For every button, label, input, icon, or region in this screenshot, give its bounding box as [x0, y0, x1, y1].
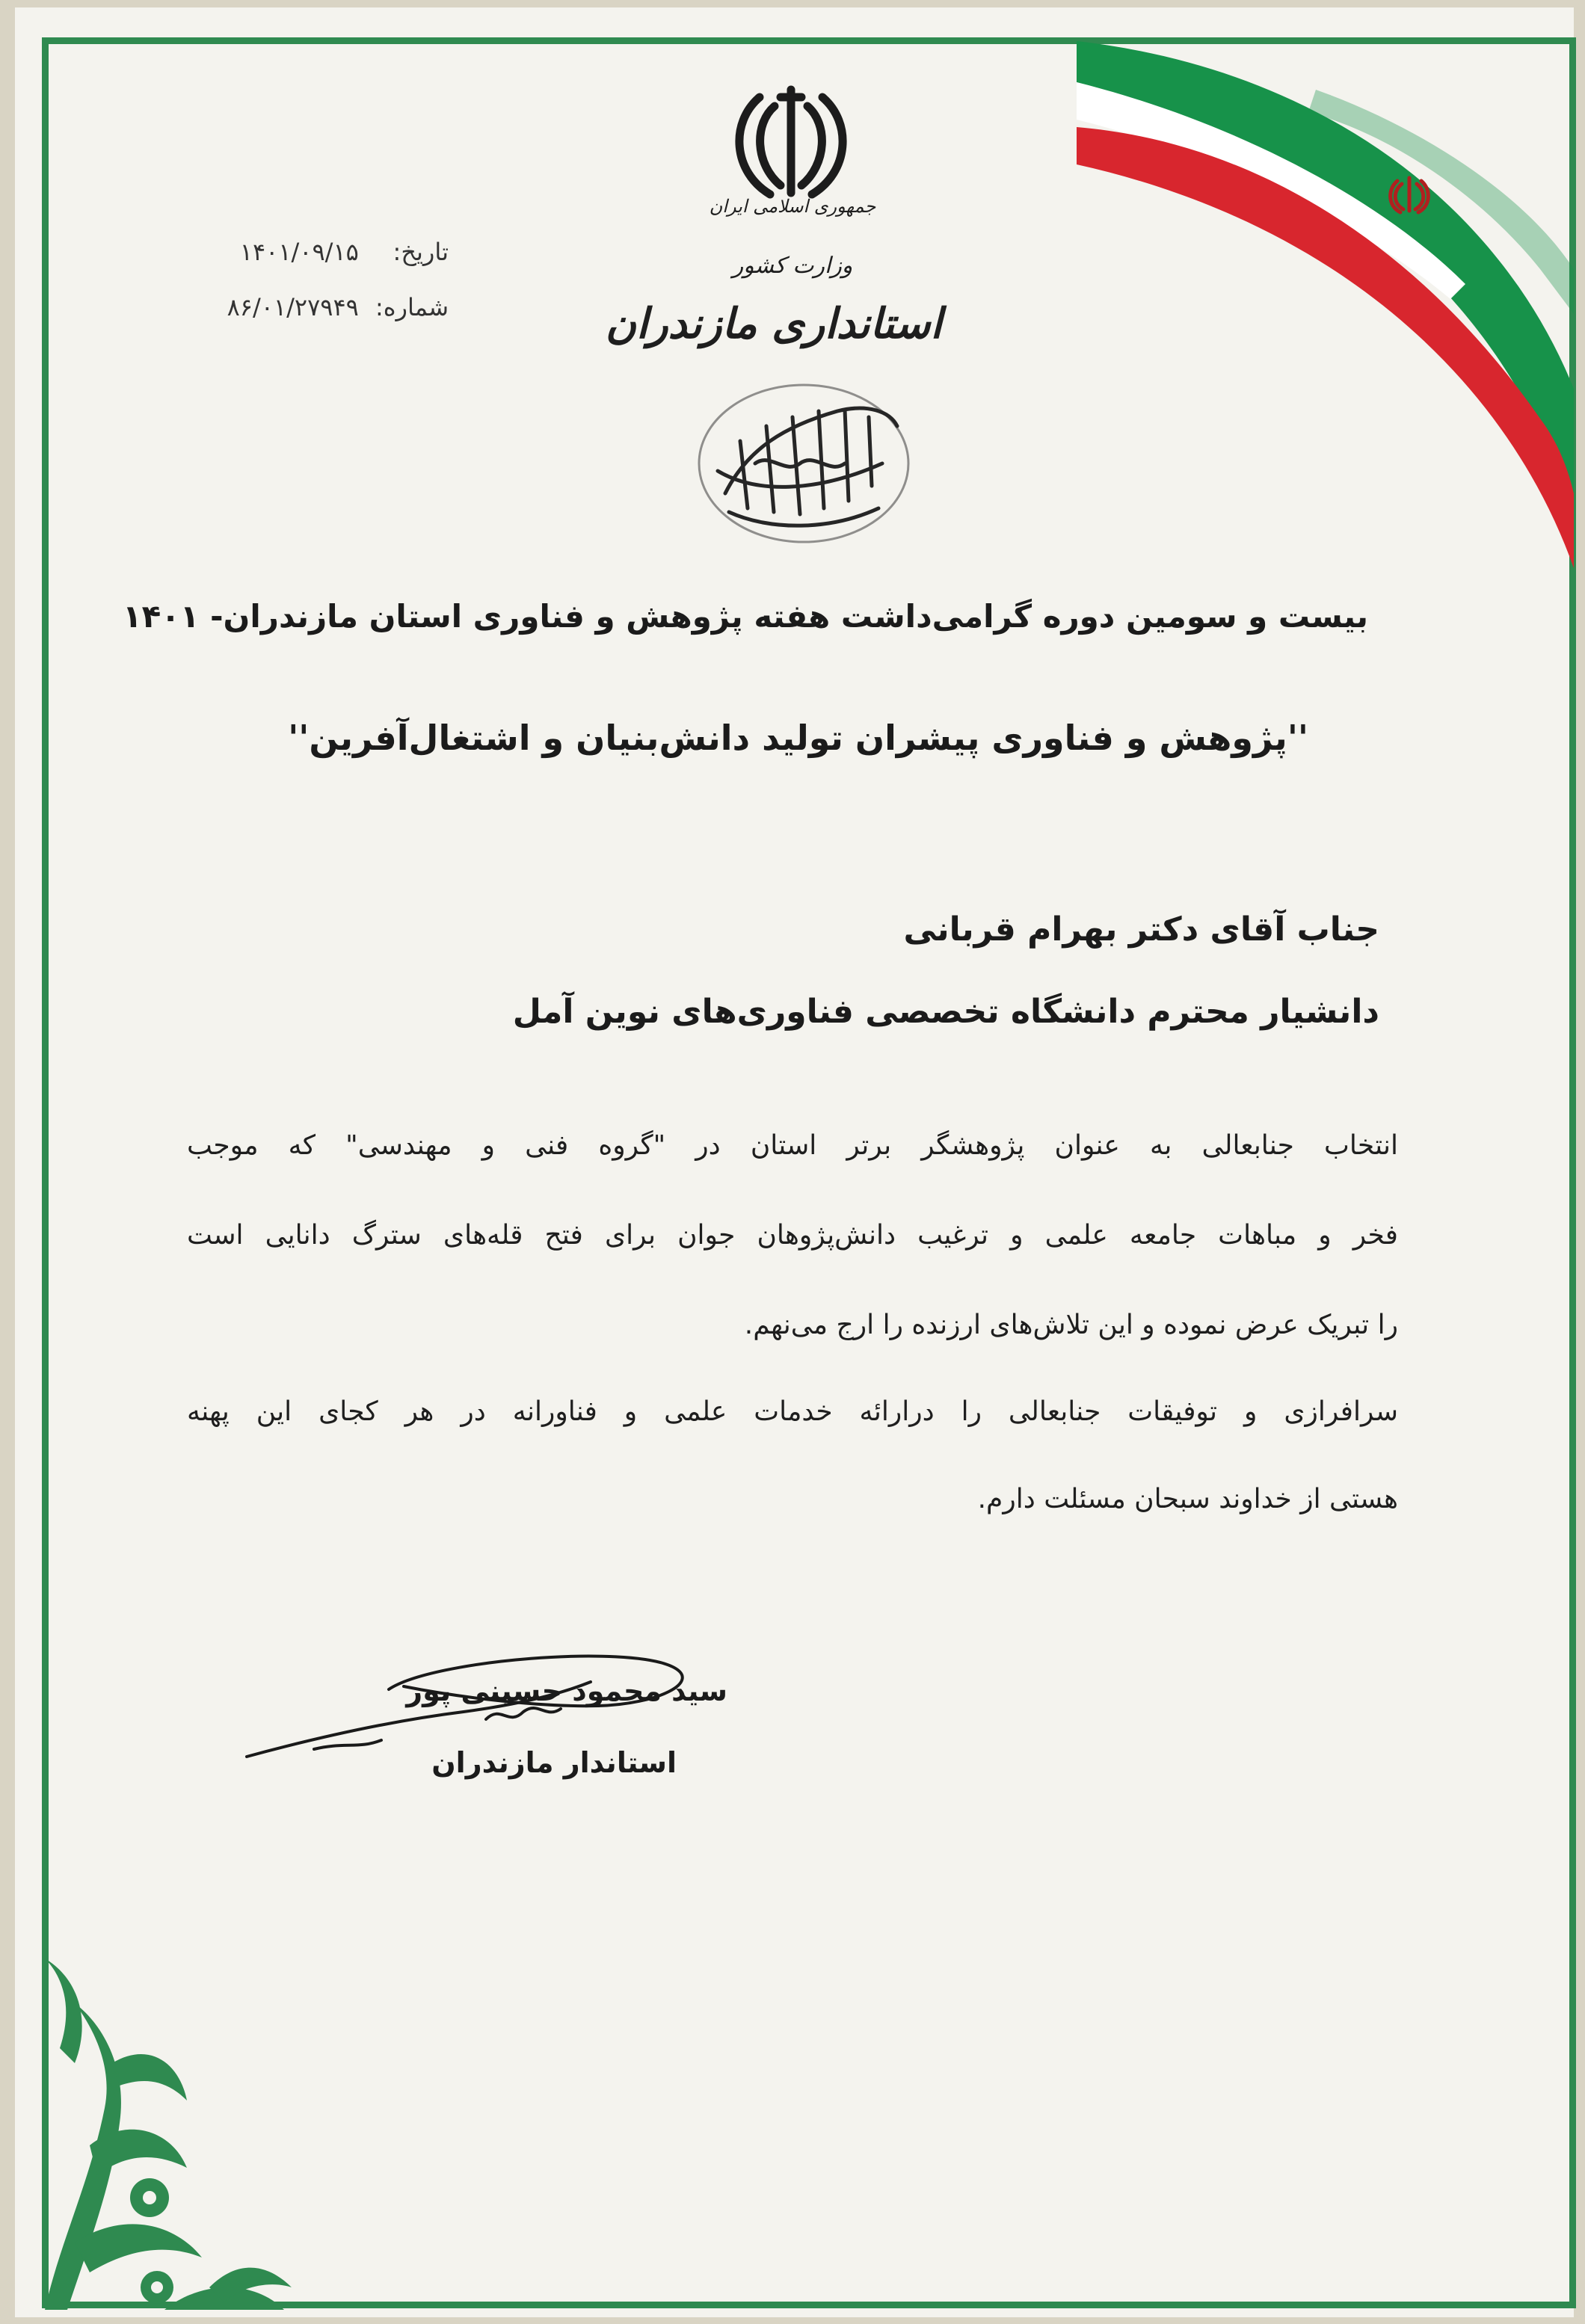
number-value: ۸۶/۰۱/۲۷۹۴۹ — [227, 293, 359, 321]
small-emblem-icon — [1387, 173, 1432, 215]
body-line-3: را تبریک عرض نموده و این تلاش‌های ارزنده را ارج می‌نهم. — [744, 1310, 1398, 1340]
recipient-position: دانشیار محترم دانشگاه تخصصی فناوری‌های نوین آمل — [512, 993, 1379, 1031]
basmala-calligraphy — [695, 381, 912, 546]
iran-emblem-icon — [724, 81, 858, 200]
floral-ornament — [45, 1958, 359, 2310]
body-line-2: فخر و مباهات جامعه علمی و ترغیب دانش‌پژوهان جوان برای فتح قله‌های سترگ دانایی است — [187, 1220, 1398, 1251]
ministry-label: وزارت کشور — [732, 253, 853, 279]
body-line-5: هستی از خداوند سبحان مسئلت دارم. — [977, 1484, 1398, 1514]
signature-scribble — [239, 1637, 703, 1779]
event-title: بیست و سومین دوره گرامی‌داشت هفته پژوهش و فناوری استان مازندران- ۱۴۰۱ — [122, 598, 1368, 635]
date-value: ۱۴۰۱/۰۹/۱۵ — [239, 238, 359, 266]
office-label: استانداری مازندران — [605, 299, 942, 348]
date-label: تاریخ: — [393, 238, 449, 266]
event-motto: ''پژوهش و فناوری پیشران تولید دانش‌بنیان و اشتغال‌آفرین'' — [288, 718, 1308, 758]
republic-label: جمهوری اسلامی ایران — [709, 196, 876, 217]
body-line-4: سرافرازی و توفیقات جنابعالی را درارائه خدمات علمی و فناورانه در هر کجای این پهنه — [187, 1396, 1398, 1427]
number-row — [179, 293, 449, 321]
recipient-name: جناب آقای دکتر بهرام قربانی — [903, 910, 1379, 949]
number-label: شماره: — [375, 293, 449, 321]
signatory-name: سید محمود حسینی پور — [406, 1674, 727, 1707]
body-line-1: انتخاب جنابعالی به عنوان پژوهشگر برتر استان در "گروه فنی و مهندسی" که موجب — [187, 1130, 1398, 1161]
date-row — [179, 238, 449, 266]
signatory-title: استاندار مازندران — [431, 1746, 677, 1779]
